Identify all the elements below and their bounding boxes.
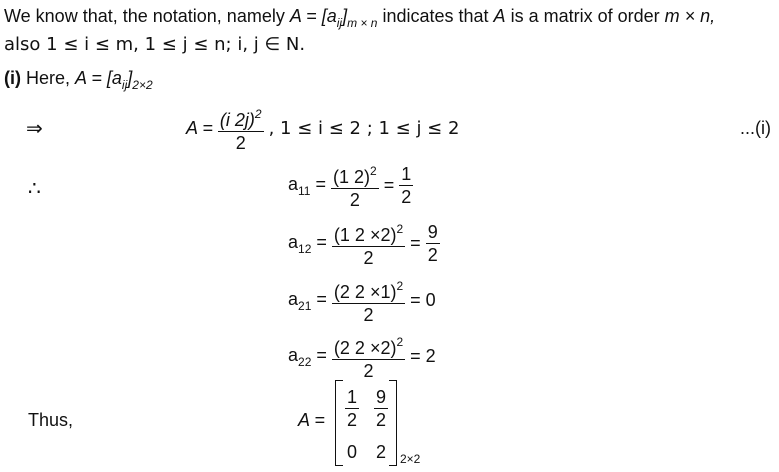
thus-label: Thus, [28,410,74,430]
main-lhs: A = [186,118,213,138]
intro-text-b: indicates that [382,6,489,26]
implies-symbol: ⇒ [26,116,43,140]
entry-a21: $a_{21}$ = $\frac{(2 2 \times 1)^2}{2}$ = 0 [288,275,436,326]
matrix-order: 2×2 [400,452,421,466]
entry-a11: $a_{11}$ = $\frac{(1 2)^2}{2}$ = $\frac{1}{2}$ [288,160,413,211]
order-text: m × n, [664,6,716,26]
therefore-symbol: ∴ [28,176,41,200]
part-label: (i) [4,68,21,88]
main-constraints: , 1 ≤ i ≤ 2 ; 1 ≤ j ≤ 2 [268,118,460,139]
matrix-symbol: A [493,6,506,26]
intro-text-a: We know that, the notation, namely [4,6,285,26]
here-label: Here, [26,68,71,88]
matrix-lhs: A = [298,410,325,430]
matrix-r1c2: $\frac{9}{2}$ [375,387,386,430]
main-fraction: $\frac{(i 2j)^2}{2}$ [218,103,264,154]
matrix-r1c1: $\frac{1}{2}$ [346,387,357,430]
part-i-header [4,68,153,92]
intro-line-1 [4,6,715,30]
intro-text-c: is a matrix of order [510,6,660,26]
result-matrix [335,380,397,466]
equation-tag: ...(i) [740,118,771,138]
matrix-r2c1: 0 [346,442,357,462]
main-equation [186,103,459,154]
matrix-r2c2: 2 [375,442,386,462]
notation: $A = [a_{ij}]_{m \times n}$ [289,6,378,30]
entry-a12: $a_{12}$ = $\frac{(1 2 \times 2)^2}{2}$ = $\frac{9}{2}$ [288,218,440,269]
intro-line-2: also 1 ≤ i ≤ m, 1 ≤ j ≤ n; i, j ∈ N. [4,34,306,55]
A-definition: $A = [a_{ij}]_{2\times 2}$ [75,68,153,92]
entry-a22: $a_{22}$ = $\frac{(2 2 \times 2)^2}{2}$ = 2 [288,331,436,382]
